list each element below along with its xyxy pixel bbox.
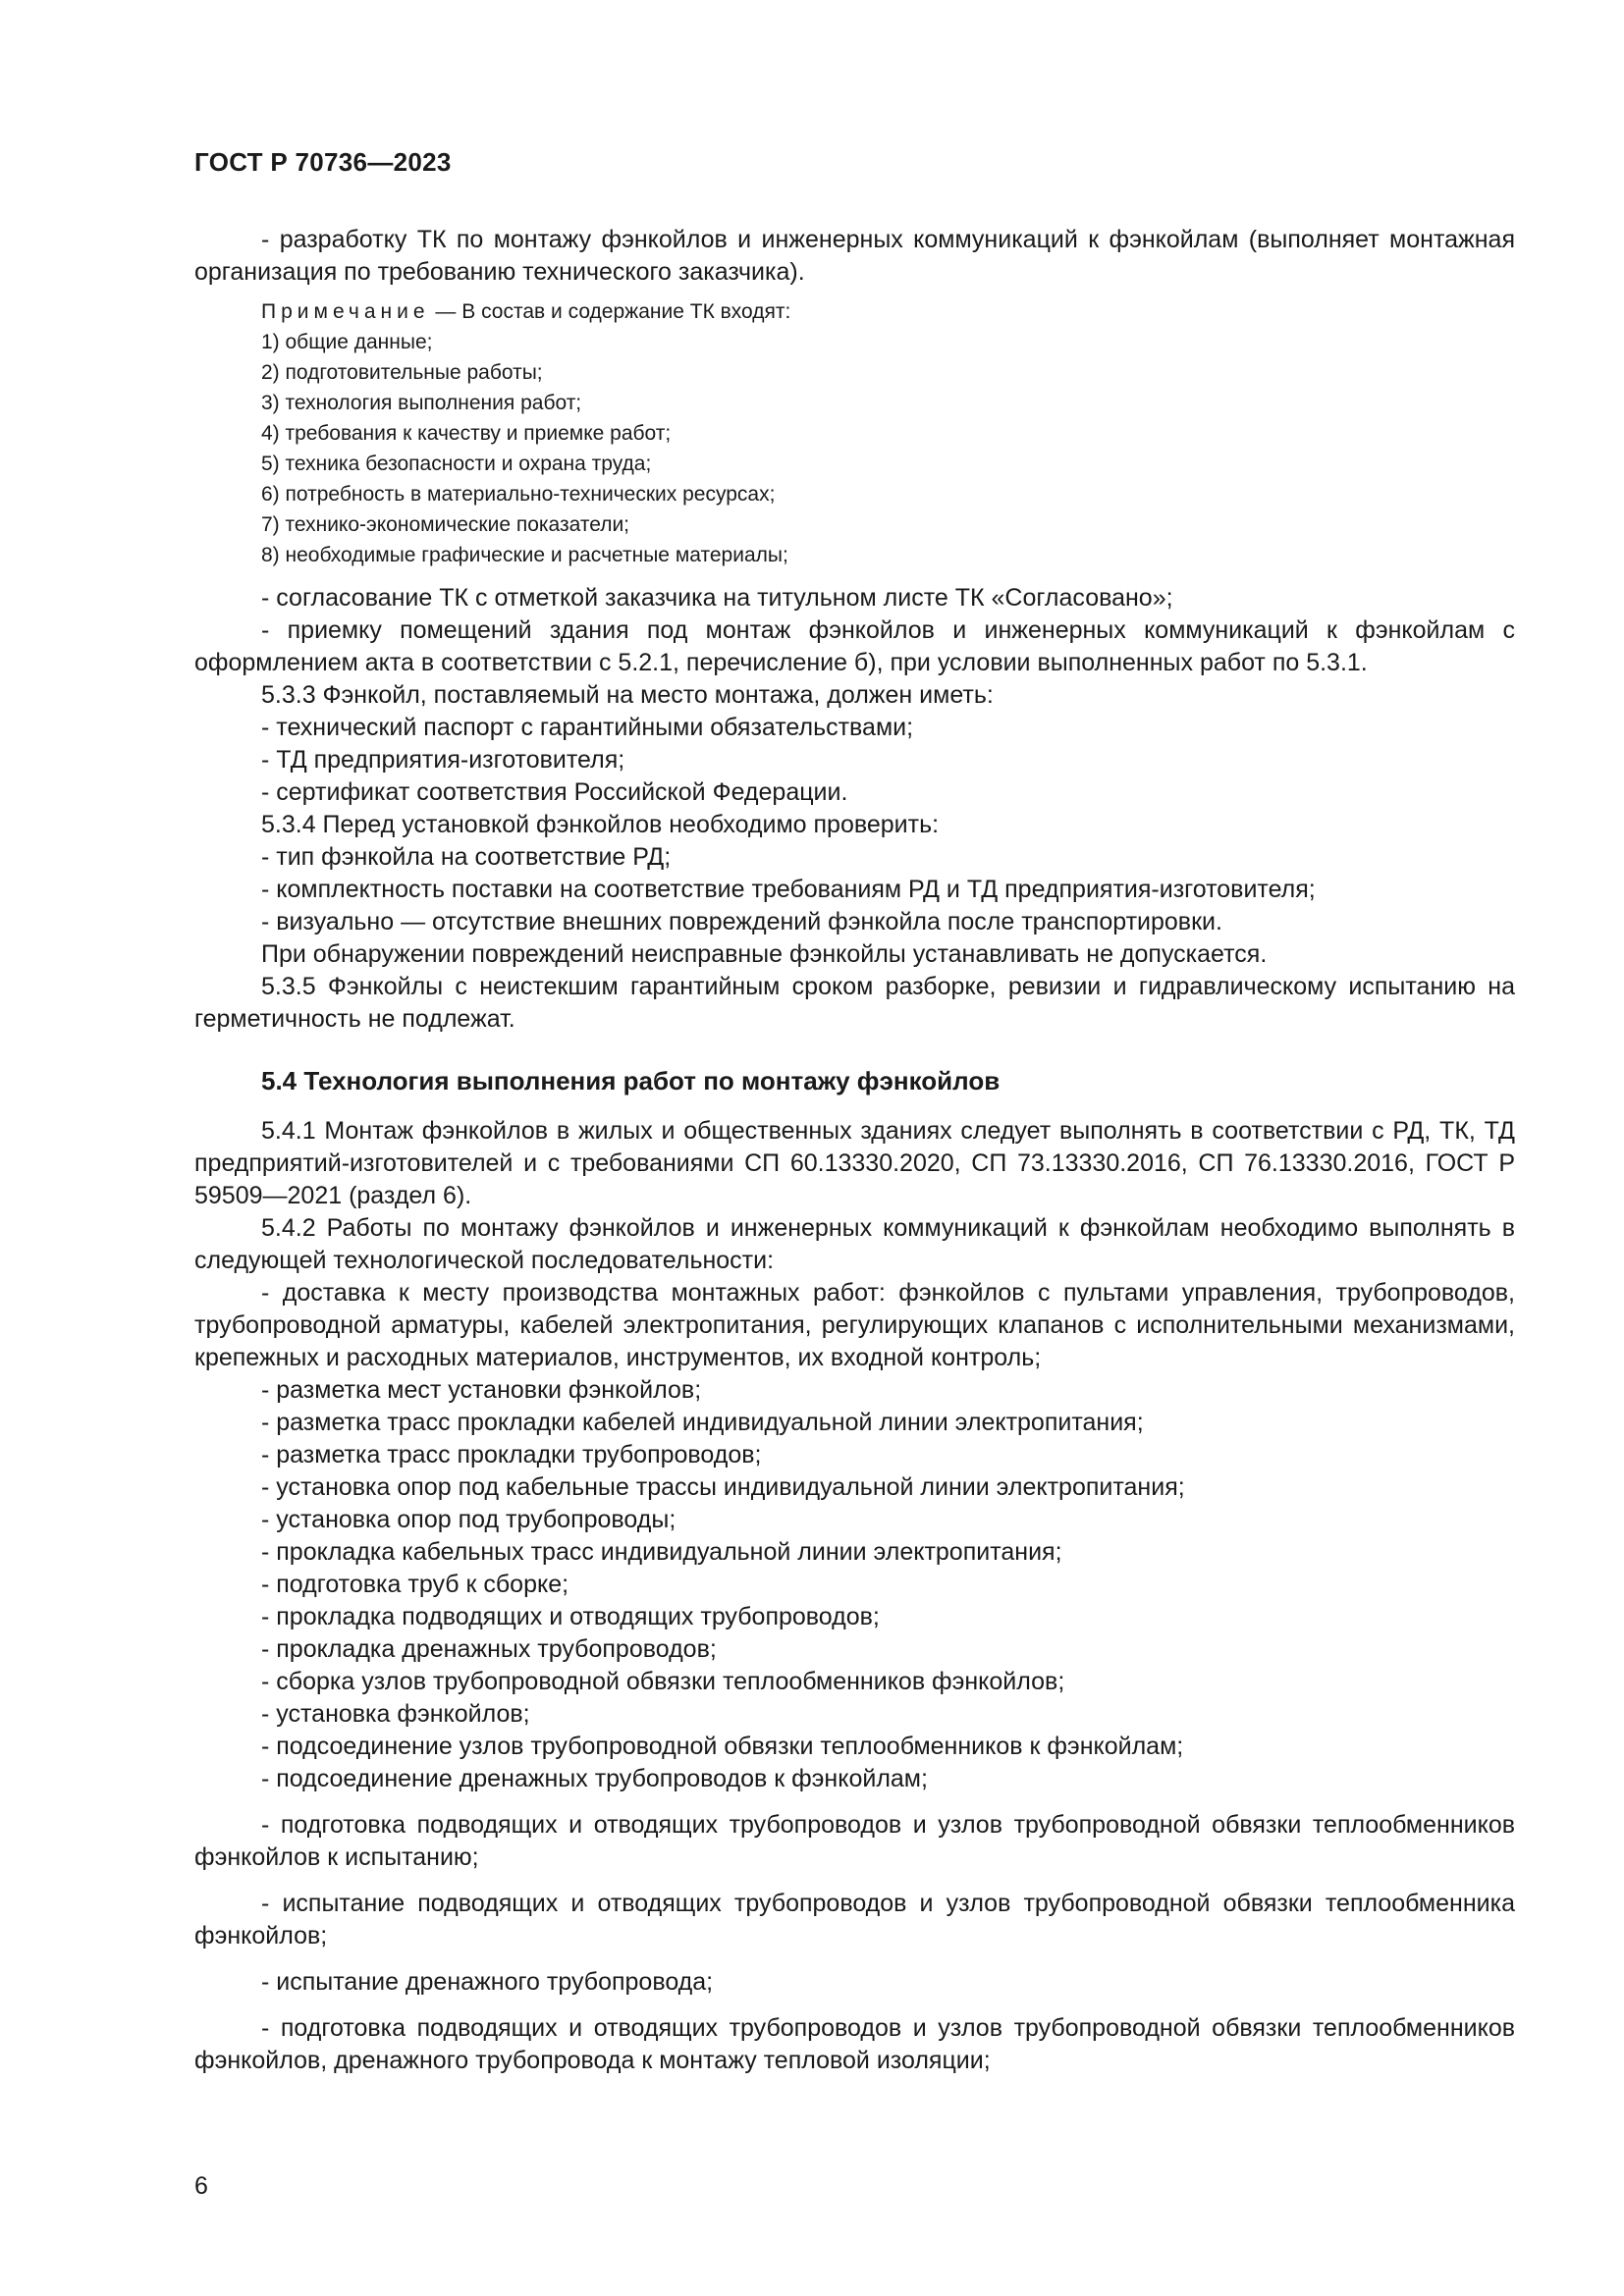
paragraph: - доставка к месту производства монтажных работ: фэнкойлов с пультами управления, трубопроводов, трубопроводной арматуры, кабелей электропитания, регулирующих клапанов с исполнительными механизмами, крепежных и расходных материалов, инструментов, их входной контроль; <box>194 1279 1515 1371</box>
document-header: ГОСТ Р 70736—2023 <box>194 147 452 177</box>
paragraph: - испытание дренажного трубопровода; <box>261 1968 714 1996</box>
paragraph: 5.3.3 Фэнкойл, поставляемый на место монтажа, должен иметь: <box>261 681 994 709</box>
note-item: 5) техника безопасности и охрана труда; <box>261 453 652 475</box>
paragraph: - установка опор под кабельные трассы индивидуальной линии электропитания; <box>261 1473 1185 1501</box>
note-item: 7) технико-экономические показатели; <box>261 513 630 536</box>
note-item: 2) подготовительные работы; <box>261 361 543 384</box>
note-block <box>261 296 1515 570</box>
note-text: — В состав и содержание ТК входят: <box>429 300 791 323</box>
paragraph: - прокладка кабельных трасс индивидуальной линии электропитания; <box>261 1538 1062 1566</box>
paragraph: 5.3.4 Перед установкой фэнкойлов необходимо проверить: <box>261 811 940 838</box>
paragraph: 5.4.1 Монтаж фэнкойлов в жилых и общественных зданиях следует выполнять в соответствии с РД, ТК, ТД предприятий-изготовителей и с требованиями СП 60.13330.2020, СП 73.13330.2016, СП 76.13330.2016, ГОСТ Р 59509—2021 (раздел 6). <box>194 1117 1515 1209</box>
paragraph: - испытание подводящих и отводящих трубопроводов и узлов трубопроводной обвязки теплообменника фэнкойлов; <box>194 1890 1515 1949</box>
paragraph: - подготовка подводящих и отводящих трубопроводов и узлов трубопроводной обвязки теплообменников фэнкойлов, дренажного трубопровода к монтажу тепловой изоляции; <box>194 2014 1515 2074</box>
page-number: 6 <box>194 2172 208 2200</box>
paragraph: - тип фэнкойла на соответствие РД; <box>261 843 672 871</box>
paragraph: - приемку помещений здания под монтаж фэнкойлов и инженерных коммуникаций к фэнкойлам с оформлением акта в соответствии с 5.2.1, перечисление б), при условии выполненных работ по 5.3.1. <box>194 616 1515 676</box>
paragraph: - визуально — отсутствие внешних повреждений фэнкойла после транспортировки. <box>261 908 1222 935</box>
note-item: 8) необходимые графические и расчетные материалы; <box>261 544 788 566</box>
paragraph: - установка фэнкойлов; <box>261 1700 530 1728</box>
paragraph: - прокладка дренажных трубопроводов; <box>261 1635 717 1663</box>
paragraph: 5.3.5 Фэнкойлы с неистекшим гарантийным сроком разборке, ревизии и гидравлическому испытанию на герметичность не подлежат. <box>194 973 1515 1033</box>
paragraph: - разметка трасс прокладки кабелей индивидуальной линии электропитания; <box>261 1409 1144 1436</box>
paragraph: - разработку ТК по монтажу фэнкойлов и инженерных коммуникаций к фэнкойлам (выполняет монтажная организация по требованию технического заказчика). <box>194 226 1515 286</box>
paragraph: - прокладка подводящих и отводящих трубопроводов; <box>261 1603 880 1630</box>
paragraph: - технический паспорт с гарантийными обязательствами; <box>261 714 914 741</box>
note-item: 3) технология выполнения работ; <box>261 392 582 414</box>
paragraph: - сборка узлов трубопроводной обвязки теплообменников фэнкойлов; <box>261 1668 1065 1695</box>
paragraph: - согласование ТК с отметкой заказчика на титульном листе ТК «Согласовано»; <box>261 584 1173 612</box>
paragraph: - сертификат соответствия Российской Федерации. <box>261 778 848 806</box>
paragraph: - ТД предприятия-изготовителя; <box>261 746 625 774</box>
paragraph: - подготовка труб к сборке; <box>261 1571 569 1598</box>
note-heading <box>261 296 1515 327</box>
paragraph: - разметка мест установки фэнкойлов; <box>261 1376 702 1404</box>
paragraph: 5.4.2 Работы по монтажу фэнкойлов и инженерных коммуникаций к фэнкойлам необходимо выполнять в следующей технологической последовательности: <box>194 1214 1515 1274</box>
paragraph: - разметка трасс прокладки трубопроводов; <box>261 1441 762 1468</box>
paragraph: При обнаружении повреждений неисправные фэнкойлы устанавливать не допускается. <box>261 940 1268 968</box>
document-body <box>194 224 1515 2077</box>
paragraph: - подсоединение дренажных трубопроводов к фэнкойлам; <box>261 1765 928 1792</box>
note-item: 4) требования к качеству и приемке работ; <box>261 422 672 445</box>
note-item: 1) общие данные; <box>261 331 433 353</box>
note-label: Примечание <box>261 300 430 323</box>
paragraph: - установка опор под трубопроводы; <box>261 1506 677 1533</box>
paragraph: - подготовка подводящих и отводящих трубопроводов и узлов трубопроводной обвязки теплообменников фэнкойлов к испытанию; <box>194 1811 1515 1871</box>
paragraph: - комплектность поставки на соответствие требованиям РД и ТД предприятия-изготовителя; <box>261 876 1316 903</box>
section-heading: 5.4 Технология выполнения работ по монтажу фэнкойлов <box>261 1066 1001 1095</box>
note-item: 6) потребность в материально-технических ресурсах; <box>261 483 776 506</box>
paragraph: - подсоединение узлов трубопроводной обвязки теплообменников к фэнкойлам; <box>261 1733 1184 1760</box>
